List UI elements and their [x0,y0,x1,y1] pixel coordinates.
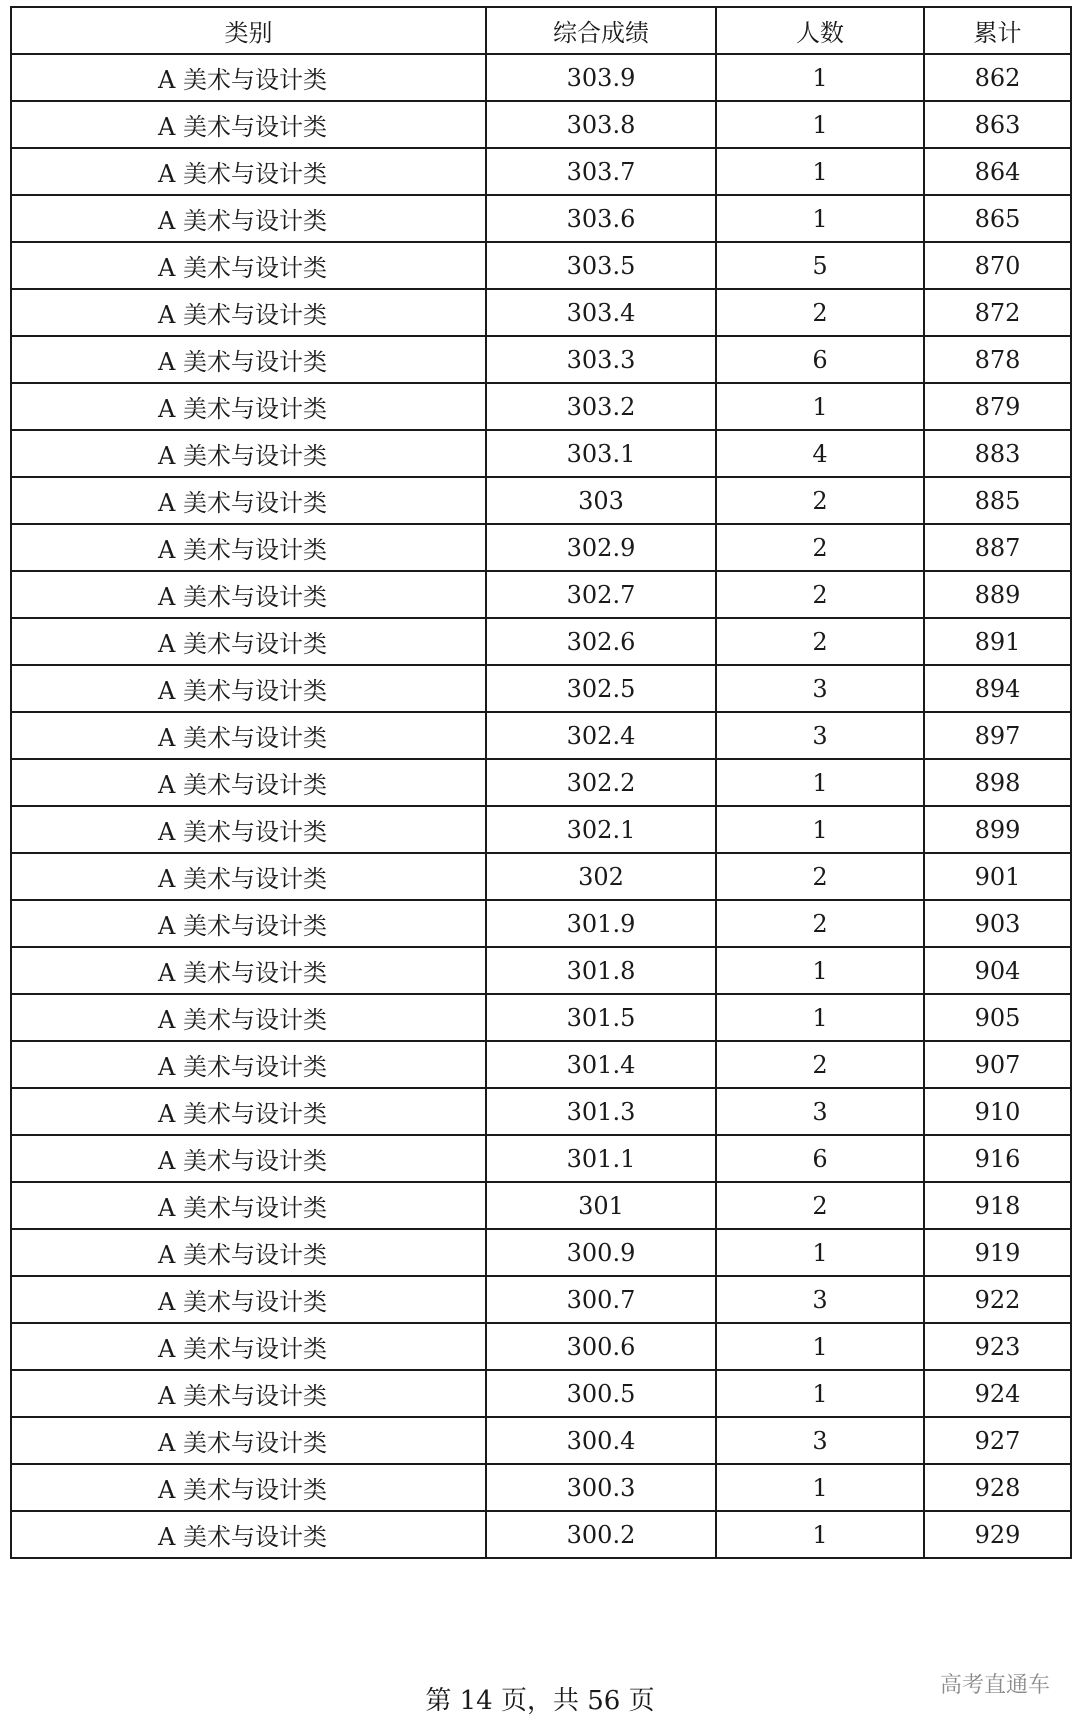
cell-total: 889 [924,571,1071,618]
cell-score: 303 [486,477,716,524]
cell-count: 1 [716,1323,924,1370]
table-row [11,759,1071,806]
cell-total: 891 [924,618,1071,665]
cell-category: A 美术与设计类 [11,1417,486,1464]
cell-total: 863 [924,101,1071,148]
cell-count: 2 [716,1041,924,1088]
cell-category: A 美术与设计类 [11,383,486,430]
cell-score: 300.5 [486,1370,716,1417]
table-row [11,101,1071,148]
cell-count: 1 [716,1370,924,1417]
cell-total: 879 [924,383,1071,430]
cell-count: 1 [716,101,924,148]
header-score: 综合成绩 [486,7,716,54]
cell-total: 872 [924,289,1071,336]
cell-count: 1 [716,759,924,806]
cell-score: 301.1 [486,1135,716,1182]
cell-count: 2 [716,524,924,571]
table-row [11,524,1071,571]
cell-category: A 美术与设计类 [11,54,486,101]
cell-total: 897 [924,712,1071,759]
table-row [11,900,1071,947]
table-row [11,383,1071,430]
cell-total: 903 [924,900,1071,947]
cell-count: 3 [716,1417,924,1464]
header-category: 类别 [11,7,486,54]
cell-category: A 美术与设计类 [11,242,486,289]
cell-category: A 美术与设计类 [11,477,486,524]
table-row [11,665,1071,712]
table-row [11,571,1071,618]
cell-score: 301.4 [486,1041,716,1088]
cell-total: 929 [924,1511,1071,1558]
table-row [11,947,1071,994]
watermark: 高考直通车 [940,1673,1051,1698]
cell-category: A 美术与设计类 [11,1323,486,1370]
cell-score: 303.9 [486,54,716,101]
cell-score: 300.2 [486,1511,716,1558]
cell-score: 303.8 [486,101,716,148]
page-number: 第 14 页，共 56 页 [425,1686,655,1716]
cell-score: 300.6 [486,1323,716,1370]
cell-total: 919 [924,1229,1071,1276]
cell-score: 302.1 [486,806,716,853]
table-row [11,54,1071,101]
cell-total: 898 [924,759,1071,806]
table-row [11,1511,1071,1558]
cell-score: 302.2 [486,759,716,806]
table-row [11,242,1071,289]
table-row [11,618,1071,665]
cell-count: 1 [716,1229,924,1276]
cell-category: A 美术与设计类 [11,148,486,195]
table-row [11,1417,1071,1464]
cell-score: 301.8 [486,947,716,994]
table-row [11,806,1071,853]
cell-category: A 美术与设计类 [11,1464,486,1511]
cell-count: 5 [716,242,924,289]
table-row [11,1229,1071,1276]
cell-score: 300.4 [486,1417,716,1464]
cell-count: 1 [716,148,924,195]
cell-total: 907 [924,1041,1071,1088]
cell-total: 865 [924,195,1071,242]
table-row [11,336,1071,383]
table-row [11,148,1071,195]
cell-count: 2 [716,571,924,618]
cell-total: 883 [924,430,1071,477]
cell-score: 302.7 [486,571,716,618]
cell-category: A 美术与设计类 [11,1511,486,1558]
cell-category: A 美术与设计类 [11,1135,486,1182]
cell-score: 302.9 [486,524,716,571]
cell-category: A 美术与设计类 [11,195,486,242]
table-row [11,1276,1071,1323]
table-row [11,712,1071,759]
cell-score: 301.3 [486,1088,716,1135]
cell-category: A 美术与设计类 [11,947,486,994]
cell-total: 927 [924,1417,1071,1464]
cell-score: 300.3 [486,1464,716,1511]
cell-score: 300.9 [486,1229,716,1276]
cell-total: 870 [924,242,1071,289]
cell-count: 1 [716,383,924,430]
cell-score: 303.4 [486,289,716,336]
table-row [11,853,1071,900]
cell-category: A 美术与设计类 [11,336,486,383]
cell-category: A 美术与设计类 [11,524,486,571]
cell-count: 3 [716,1088,924,1135]
cell-total: 899 [924,806,1071,853]
cell-category: A 美术与设计类 [11,618,486,665]
cell-category: A 美术与设计类 [11,900,486,947]
cell-total: 905 [924,994,1071,1041]
cell-score: 302.5 [486,665,716,712]
cell-count: 3 [716,712,924,759]
cell-count: 1 [716,1464,924,1511]
cell-category: A 美术与设计类 [11,806,486,853]
cell-category: A 美术与设计类 [11,1370,486,1417]
cell-count: 6 [716,336,924,383]
cell-count: 1 [716,195,924,242]
header-total: 累计 [924,7,1071,54]
table-row [11,195,1071,242]
cell-category: A 美术与设计类 [11,1041,486,1088]
cell-count: 2 [716,900,924,947]
cell-category: A 美术与设计类 [11,1276,486,1323]
cell-category: A 美术与设计类 [11,1229,486,1276]
cell-score: 302.6 [486,618,716,665]
table-row [11,289,1071,336]
cell-count: 2 [716,618,924,665]
cell-count: 6 [716,1135,924,1182]
cell-category: A 美术与设计类 [11,853,486,900]
cell-score: 303.6 [486,195,716,242]
cell-count: 3 [716,665,924,712]
cell-score: 301.9 [486,900,716,947]
cell-category: A 美术与设计类 [11,994,486,1041]
table-row [11,1370,1071,1417]
cell-count: 1 [716,994,924,1041]
cell-total: 862 [924,54,1071,101]
cell-category: A 美术与设计类 [11,1088,486,1135]
cell-total: 864 [924,148,1071,195]
cell-score: 301.5 [486,994,716,1041]
cell-total: 901 [924,853,1071,900]
table-row [11,1464,1071,1511]
cell-total: 894 [924,665,1071,712]
table-row [11,1323,1071,1370]
table-row [11,1041,1071,1088]
cell-category: A 美术与设计类 [11,289,486,336]
cell-total: 924 [924,1370,1071,1417]
cell-count: 1 [716,1511,924,1558]
cell-score: 300.7 [486,1276,716,1323]
cell-category: A 美术与设计类 [11,430,486,477]
table-row [11,1088,1071,1135]
cell-score: 302.4 [486,712,716,759]
cell-score: 302 [486,853,716,900]
cell-total: 923 [924,1323,1071,1370]
table-header [11,7,1071,54]
header-count: 人数 [716,7,924,54]
cell-count: 4 [716,430,924,477]
cell-category: A 美术与设计类 [11,665,486,712]
table-body [11,54,1071,1558]
cell-total: 910 [924,1088,1071,1135]
cell-count: 2 [716,477,924,524]
cell-score: 301 [486,1182,716,1229]
table-row [11,430,1071,477]
cell-score: 303.3 [486,336,716,383]
header-row [11,7,1071,54]
cell-count: 2 [716,853,924,900]
cell-score: 303.7 [486,148,716,195]
cell-total: 878 [924,336,1071,383]
table-row [11,1182,1071,1229]
table-row [11,994,1071,1041]
cell-total: 885 [924,477,1071,524]
cell-score: 303.1 [486,430,716,477]
cell-score: 303.5 [486,242,716,289]
cell-category: A 美术与设计类 [11,759,486,806]
cell-count: 2 [716,1182,924,1229]
cell-total: 904 [924,947,1071,994]
cell-count: 2 [716,289,924,336]
score-table [10,6,1072,1559]
cell-count: 1 [716,806,924,853]
cell-count: 3 [716,1276,924,1323]
cell-total: 916 [924,1135,1071,1182]
table-row [11,477,1071,524]
cell-category: A 美术与设计类 [11,101,486,148]
cell-category: A 美术与设计类 [11,1182,486,1229]
cell-category: A 美术与设计类 [11,712,486,759]
cell-count: 1 [716,54,924,101]
cell-total: 887 [924,524,1071,571]
table-row [11,1135,1071,1182]
cell-total: 918 [924,1182,1071,1229]
cell-count: 1 [716,947,924,994]
cell-total: 928 [924,1464,1071,1511]
cell-total: 922 [924,1276,1071,1323]
cell-category: A 美术与设计类 [11,571,486,618]
cell-score: 303.2 [486,383,716,430]
